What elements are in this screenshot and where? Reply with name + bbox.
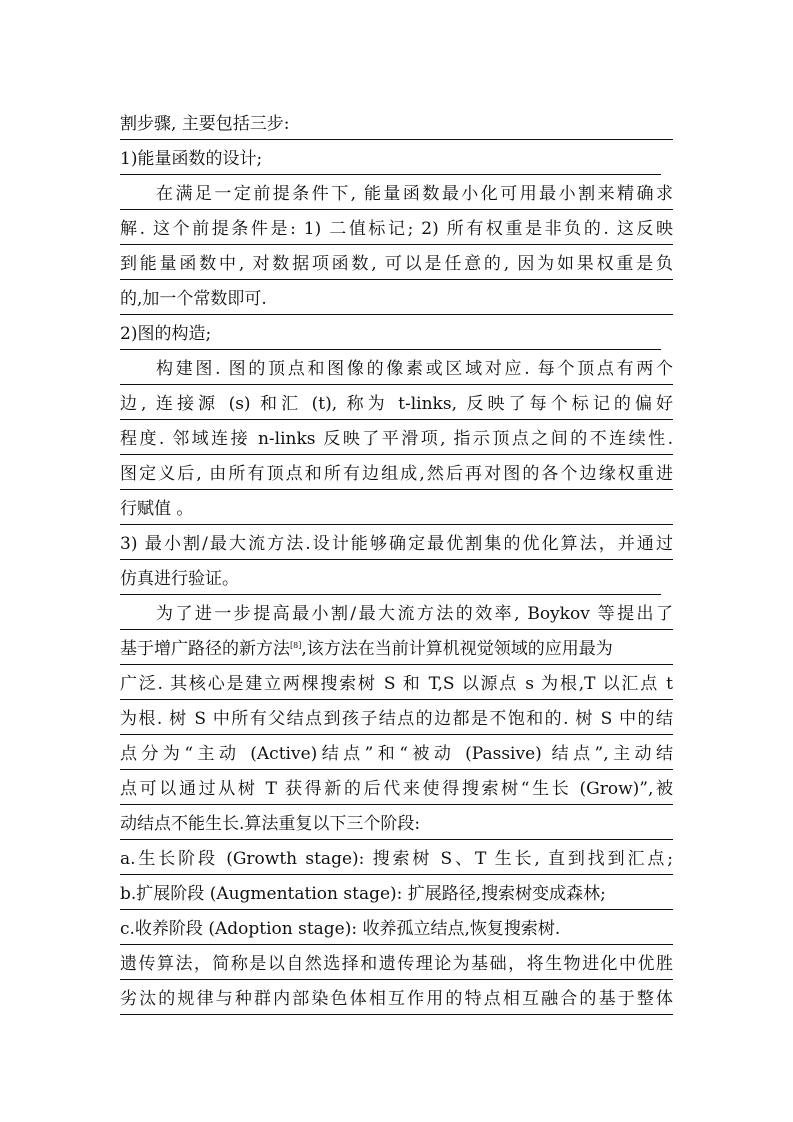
text-line: 的,加一个常数即可. <box>120 280 673 315</box>
text-line: 行赋值 。 <box>120 490 673 525</box>
text-line: 动结点不能生长.算法重复以下三个阶段: <box>120 805 673 840</box>
text-line: 点分为“主动 (Active)结点”和“被动 (Passive) 结点”,主动结 <box>120 735 673 770</box>
text-line: 广泛. 其核心是建立两棵搜索树 S 和 T,S 以源点 s 为根,T 以汇点 t <box>120 665 673 700</box>
text-line: 图定义后, 由所有顶点和所有边组成,然后再对图的各个边缘权重进 <box>120 455 673 490</box>
text-line: 在满足一定前提条件下, 能量函数最小化可用最小割来精确求 <box>120 175 673 210</box>
text-line: 点可以通过从树 T 获得新的后代来使得搜索树“生长 (Grow)”,被 <box>120 770 673 805</box>
text-line: 基于增广路径的新方法[8],该方法在当前计算机视觉领域的应用最为 <box>120 630 673 665</box>
document-page <box>120 0 673 1122</box>
text-line: c.收养阶段 (Adoption stage): 收养孤立结点,恢复搜索树. <box>120 910 673 945</box>
text-line: 2)图的构造; <box>120 315 661 350</box>
text-line: 为了进一步提高最小割/最大流方法的效率, Boykov 等提出了 <box>120 595 673 630</box>
text-line: 劣汰的规律与种群内部染色体相互作用的特点相互融合的基于整体 <box>120 980 673 1015</box>
text-line: b.扩展阶段 (Augmentation stage): 扩展路径,搜索树变成森林; <box>120 875 673 910</box>
text-line: 到能量函数中, 对数据项函数, 可以是任意的, 因为如果权重是负 <box>120 245 673 280</box>
text-line: 仿真进行验证。 <box>120 560 661 595</box>
citation-ref: [8] <box>290 641 302 650</box>
text-line: 3) 最小割/最大流方法.设计能够确定最优割集的优化算法，并通过 <box>120 525 673 560</box>
text-line: 构建图. 图的顶点和图像的像素或区域对应. 每个顶点有两个 <box>120 350 673 385</box>
text-line: 割步骤, 主要包括三步: <box>120 105 673 140</box>
text-line: 解. 这个前提条件是: 1) 二值标记; 2) 所有权重是非负的. 这反映 <box>120 210 673 245</box>
text-line: 为根. 树 S 中所有父结点到孩子结点的边都是不饱和的. 树 S 中的结 <box>120 700 673 735</box>
text-line: 1)能量函数的设计; <box>120 140 661 175</box>
text-line: 程度. 邻域连接 n-links 反映了平滑项, 指示顶点之间的不连续性. <box>120 420 673 455</box>
text-line: 边, 连接源 (s) 和汇 (t), 称为 t-links, 反映了每个标记的偏好 <box>120 385 673 420</box>
text-line: a.生长阶段 (Growth stage): 搜索树 S、T 生长, 直到找到汇点; <box>120 840 673 875</box>
text-line: 遗传算法，简称是以自然选择和遗传理论为基础，将生物进化中优胜 <box>120 945 673 980</box>
